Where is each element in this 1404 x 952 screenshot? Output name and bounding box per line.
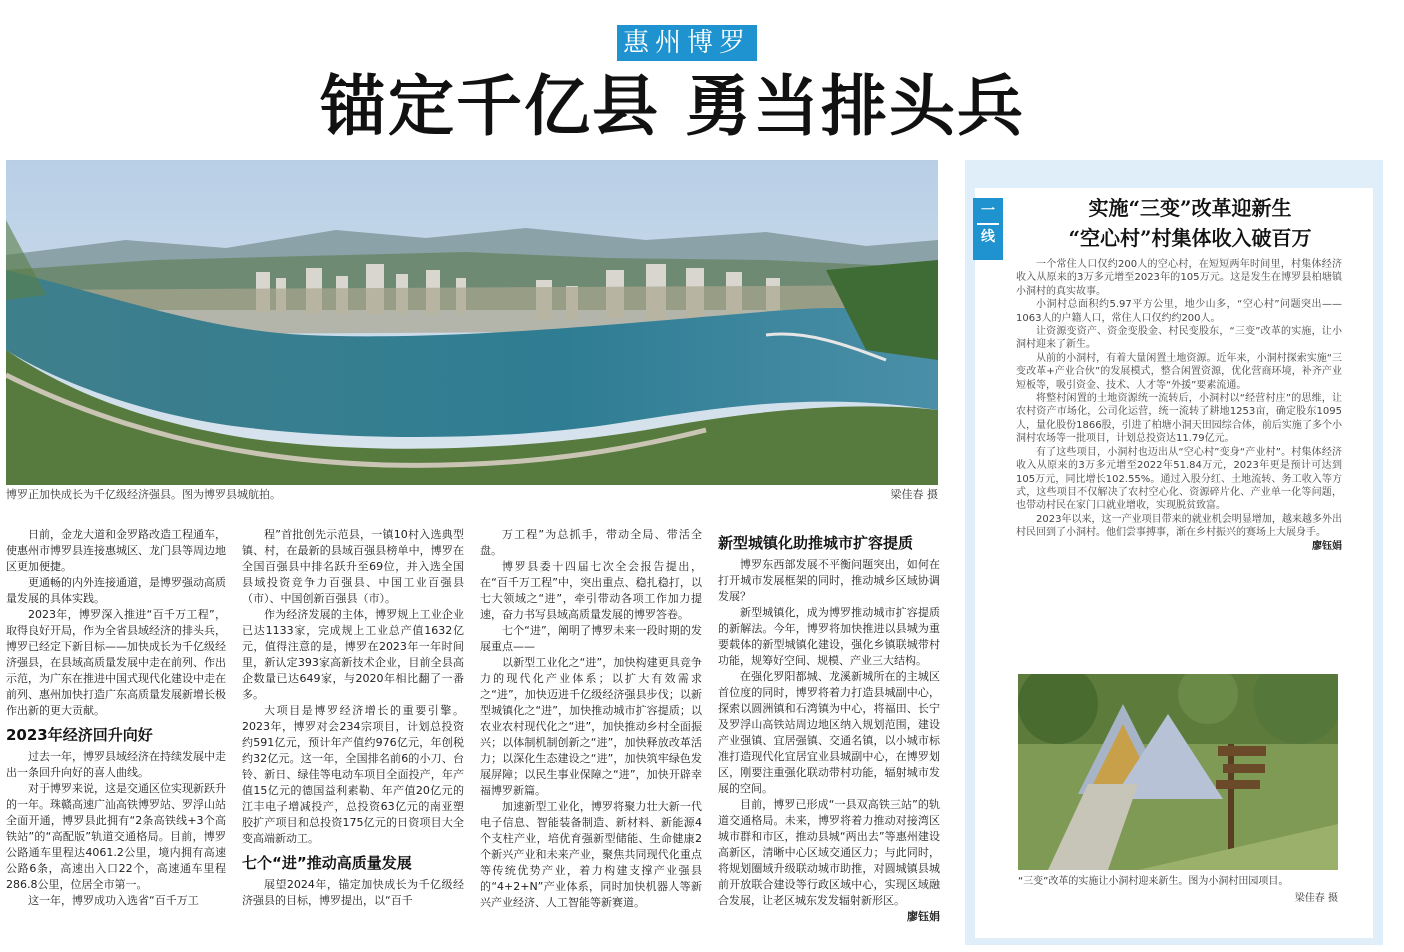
sidebar-title-line2: “空心村”村集体收入破百万 <box>1068 226 1312 250</box>
sidebar-article <box>1016 258 1342 670</box>
paragraph: 博罗县委十四届七次全会报告提出，在“百千万工程”中，突出重点、稳扎稳打，以七大领域之“进”，牵引带动各项工作加力提速，奋力书写县域高质量发展的博罗答卷。 <box>480 560 702 621</box>
paragraph: 2023年，博罗深入推进“百千万工程”，取得良好开局，作为全省县域经济的排头兵，博罗已经定下新目标——加快成长为千亿级经济强县，在县域高质量发展中走在前列、作出示范，为广东在推进中国式现代化建设中走在前列、惠州加快打造广东高质量发展新增长极作出新的更大贡献。 <box>6 608 226 717</box>
subheading: 2023年经济回升向好 <box>6 726 153 744</box>
paragraph: 日前，金龙大道和金罗路改造工程通车，使惠州市博罗县连接惠城区、龙门县等周边地区更加便捷。 <box>6 528 226 573</box>
paragraph: 大项目是博罗经济增长的重要引擎。2023年，博罗对会234宗项目，计划总投资约591亿元，预计年产值约976亿元，年创税约32亿元。这一年，全国排名前6的小刀、台铃、新日、绿佳等电动车项目全面投产，年产值15亿元的德国益利素勒、年产值20亿元的江丰电子增减投产，总投资63亿元的南亚塑胶扩产项目和总投资175亿元的日资项目大全变高端新动工。 <box>242 704 464 845</box>
sidebar-title-line1: 实施“三变”改革迎新生 <box>1088 196 1292 220</box>
paragraph: 加速新型工业化，博罗将聚力壮大新一代电子信息、智能装备制造、新材料、新能源4个支柱产业，培优育强新型储能、生命健康2个新兴产业和未来产业，聚焦共同现代化重点等传统优势产业，着力构建支撑产业强县的“4+2+N”产业体系，同时加快机器人等新兴产业经济、人工智能等新赛道。 <box>480 800 702 909</box>
paragraph: 展望2024年，锚定加快成长为千亿级经济强县的目标，博罗提出，以“百千 <box>242 878 464 907</box>
village-photo <box>1018 674 1338 870</box>
paragraph: 将整村闲置的土地资源统一流转后，小洞村以“经营村庄”的思维，让农村资产市场化，公司化运营，统一流转了耕地1253亩，确定股东1095人，量化股份1866股，引进了柏塘小洞天田园综合体，前后实施了多个小洞村农场等一批项目，计划总投资达11.79亿元。 <box>1016 393 1342 445</box>
paragraph: 小洞村总面积约5.97平方公里，地少山多，“空心村”问题突出——1063人的户籍人口，常住人口仅约约200人。 <box>1016 299 1342 324</box>
paragraph: 作为经济发展的主体，博罗规上工业企业已达1133家，完成规上工业总产值1632亿元，值得注意的是，博罗在2023年一年时间里，新认定393家高新技术企业，目前全县高企数量已达649家，与2020年相比翻了一番多。 <box>242 608 464 701</box>
article-column-3 <box>480 527 702 947</box>
byline: 廖钰娟 <box>1312 540 1342 552</box>
paragraph: 一个常住人口仅约200人的空心村，在短短两年时间里，村集体经济收入从原来的3万多元增至2023年的105万元。这是发生在博罗县柏塘镇小洞村的真实故事。 <box>1016 259 1342 297</box>
paragraph: 有了这些项目，小洞村也迈出从“空心村”变身“产业村”。村集体经济收入从原来的3万多元增至2022年51.84万元，2023年更是预计可达到105万元，同比增长102.55%。通过入股分红、土地流转、务工收入等方式，这些项目不仅解决了农村空心化、资源碎片化、产业单一化等问题，也带动村民在家门口就业增收，实现脱贫致富。 <box>1016 446 1342 512</box>
paragraph: 目前，博罗已形成“一县双高铁三站”的轨道交通格局。未来，博罗将着力推动对接湾区城市群和市区，推动县城“两出去”等惠州建设高新区，清晰中心区域交通区力；与此同时，将规划圈域升级联动城市助推，对圆城镇县城前开放联合建设等行政区域中心，实现区域融合发展，让老区城东发发辐射新形区。 <box>718 798 940 907</box>
page-headline: 锚定千亿县 勇当排头兵 <box>320 67 1025 145</box>
article-column-1 <box>6 527 226 947</box>
paragraph: 七个“进”，阐明了博罗未来一段时期的发展重点—— <box>480 624 702 653</box>
paragraph: 从前的小洞村，有着大量闲置土地资源。近年来，小洞村探索实施“三变改革+产业合伙”的发展模式，整合闲置资源，优化营商环境，补齐产业短板等，吸引资金、技术、人才等“外援”要素流通。 <box>1016 352 1342 391</box>
paragraph: 这一年，博罗成功入选省“百千万工 <box>28 894 199 907</box>
village-photo-caption: “三变”改革的实施让小洞村迎来新生。图为小洞村田园项目。 <box>1018 876 1289 887</box>
paragraph: 程”首批创先示范县，一镇10村入选典型镇、村，在最新的县域百强县榜单中，博罗在全国百强县中排名跃升至69位，并入选全国县域投资竞争力百强县、中国工业百强县（市）、中国创新百强县（市）。 <box>242 528 464 605</box>
paragraph: 万工程”为总抓手，带动全局、带活全盘。 <box>480 528 702 557</box>
frontline-tag-char2: 线 <box>981 229 995 245</box>
frontline-tag <box>973 198 1003 260</box>
paragraph: 博罗东西部发展不平衡问题突出，如何在打开城市发展框架的同时，推动城乡区域协调发展？ <box>718 558 940 603</box>
main-photo-credit: 梁佳春 摄 <box>890 488 938 501</box>
paragraph: 更通畅的内外连接通道，是博罗强动高质量发展的具体实践。 <box>6 576 226 605</box>
paragraph: 以新型工业化之“进”，加快构建更具竞争力的现代化产业体系；以扩大有效需求之“进”，加快迈进千亿级经济强县步伐；以新型城镇化之“进”，加快推动城市扩容提质；以农业农村现代化之“进”，加快推动乡村全面振兴；以体制机制创新之“进”，加快释放改革活力；以深化生态建设之“进”，加快筑牢绿色发展屏障；以民生事业保障之“进”，加快开辟幸福博罗新篇。 <box>480 656 702 797</box>
article-column-4 <box>718 527 940 947</box>
column-banner: 惠州博罗 <box>617 25 757 61</box>
tag-divider <box>977 223 999 225</box>
paragraph: 新型城镇化，成为博罗推动城市扩容提质的新解法。今年，博罗将加快推进以县城为重要载体的新型城镇化建设，强化乡镇联城带村功能，规筹好空间、规模、产业三大结构。 <box>718 606 940 667</box>
paragraph: 让资源变资产、资金变股金、村民变股东，“三变”改革的实施，让小洞村迎来了新生。 <box>1016 326 1342 351</box>
byline: 廖钰娟 <box>907 910 940 923</box>
paragraph: 2023年以来，这一产业项目带来的就业机会明显增加，越来越多外出村民回到了小洞村。他们尝事搏事，渐在乡村振兴的赛场上大展身手。 <box>1016 513 1342 539</box>
paragraph: 在强化罗阳都城、龙溪新城所在的主城区首位度的同时，博罗将着力打造县城副中心，探索以圆洲镇和石湾镇为中心，将福田、长宁及罗浮山高铁站周边地区纳入规划范围，建设产业强镇、宜居强镇、交通名镇，以小城市标准打造现代化宜居宜业县城副中心，在博罗划区，刚要注重强化联动带村功能，辐射城市发展的空间。 <box>718 670 940 795</box>
frontline-tag-char1: 一 <box>981 203 995 219</box>
main-aerial-photo <box>6 160 938 485</box>
sidebar-title <box>1010 193 1370 253</box>
paragraph: 过去一年，博罗县域经济在持续发展中走出一条回升向好的喜人曲线。 <box>6 750 226 779</box>
main-photo-caption: 博罗正加快成长为千亿级经济强县。图为博罗县城航拍。 <box>6 488 281 501</box>
village-photo-credit: 梁佳春 摄 <box>1294 893 1338 904</box>
article-column-2 <box>242 527 464 947</box>
subheading: 新型城镇化助推城市扩容提质 <box>718 534 914 552</box>
subheading: 七个“进”推动高质量发展 <box>242 854 412 872</box>
paragraph: 对于博罗来说，这是交通区位实现新跃升的一年。珠赣高速广汕高铁博罗站、罗浮山站全面开通，博罗县此拥有“2条高铁线+3个高铁站”的“高配版”轨道交通格局。目前，博罗公路通车里程达4061.2公里，境内拥有高速公路6条，高速出入口22个，高速通车里程286.8公里，位居全市第一。 <box>6 782 226 891</box>
